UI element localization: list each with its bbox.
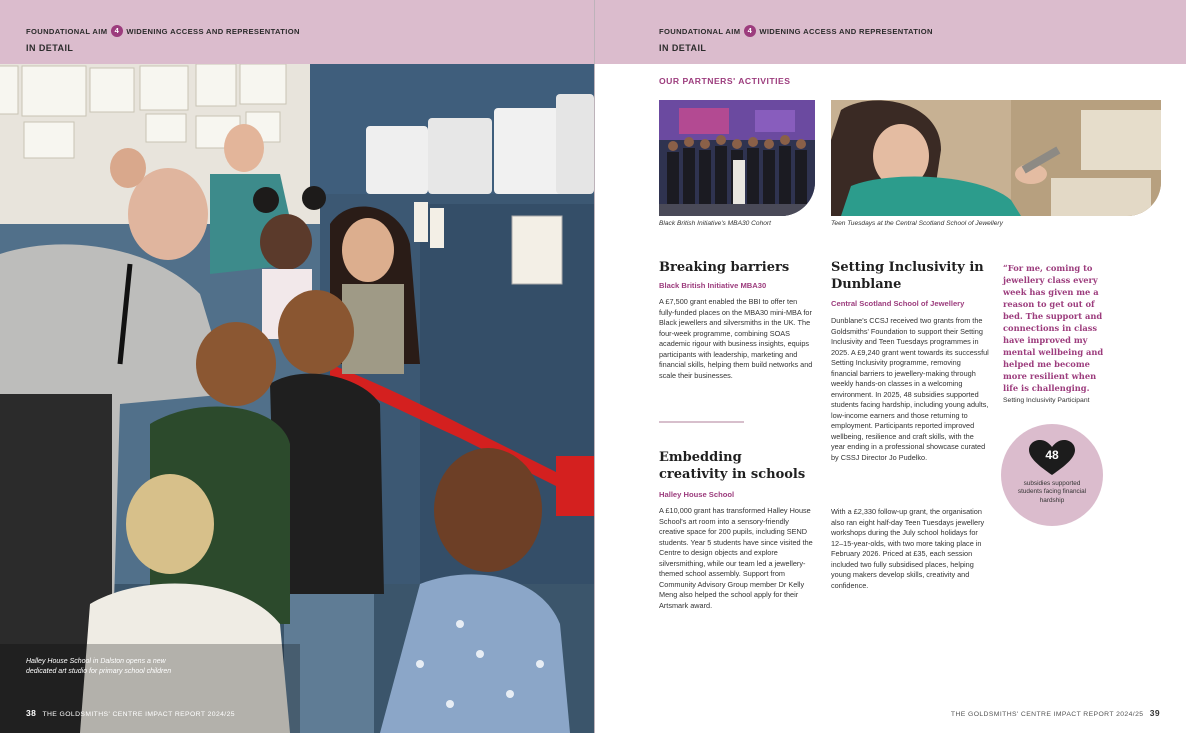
article-subtitle-cssj: Central Scotland School of Jewellery: [831, 299, 965, 308]
folio-left: [26, 708, 235, 718]
article-body-bbi: A £7,500 grant enabled the BBI to offer ten fully-funded places on the MBA30 mini-MBA for Black jewellers and silversmiths in the UK. The four-week programme, combining SOAS academic rigour with business insights, equips participants with leadership, marketing and financial skills, helping them build networks and scale their businesses.: [659, 297, 813, 380]
header-subtitle-left: IN DETAIL: [26, 43, 74, 53]
article-title-embedding-creativity: Embedding creativity in schools: [659, 450, 806, 482]
aim-number-badge: 4: [744, 25, 756, 37]
article-divider: [659, 421, 744, 423]
report-title-right: THE GOLDSMITHS' CENTRE IMPACT REPORT 2024/25: [950, 711, 1144, 718]
header-subtitle-right: IN DETAIL: [659, 43, 707, 53]
article-subtitle-bbi: Black British Initiative MBA30: [659, 281, 767, 290]
aim-prefix: FOUNDATIONAL AIM: [659, 27, 741, 36]
photo-illustration: [0, 64, 594, 733]
stat-circle: [1001, 424, 1103, 526]
aim-prefix: FOUNDATIONAL AIM: [26, 27, 108, 36]
aim-title: WIDENING ACCESS AND REPRESENTATION: [759, 27, 933, 36]
stat-number: 48: [1045, 448, 1059, 462]
aim-number-badge: 4: [111, 25, 123, 37]
header-band-right: [595, 0, 1186, 64]
image-caption-2: Teen Tuesdays at the Central Scotland School of Jewellery: [831, 220, 1003, 227]
workshop-illustration: [831, 100, 1161, 216]
quote-attribution: Setting Inclusivity Participant: [1003, 397, 1090, 404]
header-aim-right: [659, 26, 933, 38]
school-opening-photo: [0, 64, 594, 733]
right-page: [595, 0, 1186, 733]
teen-tuesdays-photo: [831, 100, 1161, 216]
report-title-left: THE GOLDSMITHS' CENTRE IMPACT REPORT 2024/25: [42, 711, 235, 718]
article-body-cssj-1: Dunblane's CCSJ received two grants from the Goldsmiths' Foundation to support their Setting Inclusivity and Teen Tuesdays programmes in 2025. A £9,240 grant went towards its successful Setting Inclusivity programme, removing financial barriers to jewellery-making through weekly hands-on classes in a welcoming environment. In 2025, 48 subsidies supported students facing hardship, including young adults, low-income earners and those returning to employment. Participants reported improved wellbeing, resilience and craft skills, with the year ending in a professional showcase curated by CSSJ Director Jo Pudelko.: [831, 316, 989, 462]
page-number-left: 38: [26, 708, 37, 718]
stat-label: subsidies supported students facing financial hardship: [1017, 480, 1087, 504]
header-aim-left: [26, 26, 300, 38]
article-body-cssj-2: With a £2,330 follow-up grant, the organisation also ran eight half-day Teen Tuesdays jewellery workshops during the July school holidays for 12–15-year-olds, with two more taking place in February 2026. Priced at £35, each session included two fully subsidised places, helping young makers develop skills, creativity and confidence.: [831, 507, 985, 590]
header-band-left: [0, 0, 594, 64]
article-title-breaking-barriers: Breaking barriers: [659, 260, 790, 275]
aim-title: WIDENING ACCESS AND REPRESENTATION: [126, 27, 300, 36]
article-body-halley: A £10,000 grant has transformed Halley House School's art room into a sensory-friendly creative space for 200 pupils, including SEND students. Year 5 students have since visited the Centre to design objects and explore silversmithing, while our team led a jewellery-themed school assembly. Support from Community Advisory Group member Dr Kelly Meng also helped the school apply for their Artsmark award.: [659, 506, 813, 610]
article-subtitle-halley: Halley House School: [659, 490, 735, 499]
image-caption-1: Black British Initiative's MBA30 Cohort: [659, 220, 771, 227]
section-heading: OUR PARTNERS' ACTIVITIES: [659, 76, 791, 86]
page-number-right: 39: [1149, 708, 1160, 718]
photo-caption: Halley House School in Dalston opens a new dedicated art studio for primary school children: [26, 658, 172, 675]
bbi-cohort-photo: [659, 100, 815, 216]
article-title-setting-inclusivity: Setting Inclusivity in Dunblane: [831, 260, 984, 292]
cohort-illustration: [659, 100, 815, 216]
folio-right: [951, 708, 1160, 718]
pull-quote: “For me, coming to jewellery class every week has given me a reason to get out of bed. The support and connections in class have improved my mental wellbeing and helped me become more resilient when life is challenging.: [1003, 263, 1104, 393]
